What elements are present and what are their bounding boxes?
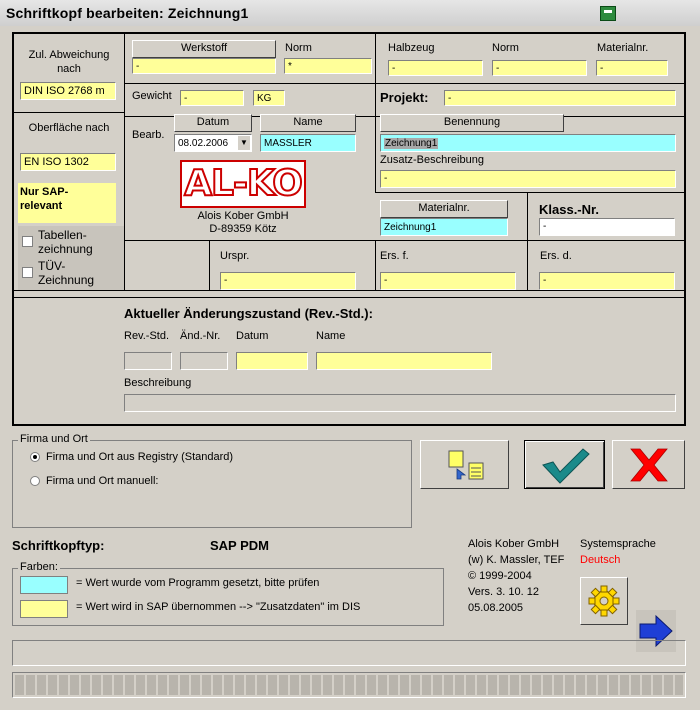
beschreibung-label: Beschreibung <box>124 377 192 389</box>
aendnr-field[interactable] <box>180 352 228 370</box>
nur-sap-box <box>18 183 116 223</box>
about-author: (w) K. Massler, TEF <box>468 554 565 566</box>
ersf-label: Ers. f. <box>380 250 409 262</box>
schriftkopftyp-value: SAP PDM <box>210 538 269 553</box>
halbzeug-field[interactable]: - <box>388 60 483 76</box>
revstd-field[interactable] <box>124 352 172 370</box>
about-company: Alois Kober GmbH <box>468 538 560 550</box>
transfer-button[interactable] <box>420 440 509 489</box>
halbzeug-materialnr-field[interactable]: - <box>596 60 668 76</box>
progress-fill <box>15 675 683 695</box>
document-transfer-icon <box>421 441 510 490</box>
firma-group-title: Firma und Ort <box>20 433 88 445</box>
firma-registry-radio[interactable] <box>30 452 40 462</box>
gewicht-unit-field[interactable]: KG <box>253 90 285 106</box>
name-field[interactable]: MASSLER <box>260 134 356 152</box>
rev-name-label: Name <box>316 330 346 342</box>
name-button[interactable]: Name <box>260 114 356 132</box>
firma-registry-label: Firma und Ort aus Registry (Standard) <box>46 451 234 463</box>
yellow-legend-text: = Wert wird in SAP übernommen --> "Zusatzdaten" im DIS <box>76 601 361 613</box>
werkstoff-norm-label: Norm <box>285 42 312 54</box>
rev-name-field[interactable] <box>316 352 492 370</box>
status-bar <box>12 640 686 666</box>
nur-sap-label: Nur SAP-relevant <box>20 186 69 212</box>
bearb-label: Bearb. <box>132 129 165 141</box>
rev-datum-label: Datum <box>236 330 269 342</box>
materialnr-button[interactable]: Materialnr. <box>380 200 508 218</box>
settings-button[interactable] <box>580 577 628 625</box>
window-client <box>0 26 700 710</box>
farben-group-title: Farben: <box>20 561 58 573</box>
klass-field[interactable]: - <box>539 218 675 236</box>
tuev-label: TÜV-Zeichnung <box>38 259 95 287</box>
urspr-label: Urspr. <box>220 250 250 262</box>
progress-bar <box>12 672 686 698</box>
revision-title: Aktueller Änderungszustand (Rev.-Std.): <box>124 306 373 321</box>
printer-icon[interactable] <box>600 6 616 21</box>
oberflaeche-label: Oberfläche nach <box>28 122 110 134</box>
ersd-label: Ers. d. <box>540 250 572 262</box>
firma-manual-label: Firma und Ort manuell: <box>46 475 159 487</box>
benennung-field[interactable] <box>380 134 676 152</box>
ok-button[interactable] <box>524 440 605 489</box>
zusatz-label: Zusatz-Beschreibung <box>380 154 484 166</box>
cyan-legend-text: = Wert wurde vom Programm gesetzt, bitte prüfen <box>76 577 320 589</box>
alko-logo <box>180 160 306 208</box>
logo-brand: AL-KO <box>184 163 302 204</box>
benennung-button[interactable]: Benennung <box>380 114 564 132</box>
materialnr-field[interactable]: Zeichnung1 <box>380 218 508 236</box>
about-version: Vers. 3. 10. 12 <box>468 586 539 598</box>
werkstoff-norm-field[interactable]: * <box>284 58 372 74</box>
projekt-field[interactable]: - <box>444 90 676 106</box>
revstd-label: Rev.-Std. <box>124 330 170 342</box>
tabellen-checkbox[interactable] <box>22 236 33 247</box>
aendnr-label: Änd.-Nr. <box>180 330 221 342</box>
datum-button[interactable]: Datum <box>174 114 252 132</box>
checkmark-icon <box>525 441 604 488</box>
window-title: Schriftkopf bearbeiten: Zeichnung1 <box>6 5 249 21</box>
about-date: 05.08.2005 <box>468 602 524 614</box>
halbzeug-norm-field[interactable]: - <box>492 60 587 76</box>
cyan-swatch <box>20 576 68 594</box>
abweichung-label: Zul. Abweichung nach <box>28 49 110 75</box>
benennung-value: Zeichnung1 <box>385 138 438 149</box>
gear-icon <box>581 578 627 624</box>
systemsprache-label: Systemsprache <box>580 538 656 550</box>
ersf-field[interactable]: - <box>380 272 516 290</box>
halbzeug-materialnr-label: Materialnr. <box>597 42 649 54</box>
zusatz-field[interactable]: - <box>380 170 676 188</box>
datum-picker[interactable] <box>174 134 252 152</box>
logo-company: Alois Kober GmbH <box>197 210 289 222</box>
yellow-swatch <box>20 600 68 618</box>
firma-manual-radio[interactable] <box>30 476 40 486</box>
tuev-checkbox[interactable] <box>22 267 33 278</box>
schriftkopftyp-label: Schriftkopftyp: <box>12 538 105 553</box>
halbzeug-label: Halbzeug <box>388 42 435 54</box>
gewicht-field[interactable]: - <box>180 90 244 106</box>
cancel-button[interactable] <box>612 440 685 489</box>
oberflaeche-field[interactable]: EN ISO 1302 <box>20 153 116 171</box>
gewicht-label: Gewicht <box>132 90 172 102</box>
tabellen-label: Tabellen-zeichnung <box>38 228 93 256</box>
halbzeug-norm-label: Norm <box>492 42 519 54</box>
about-copyright: © 1999-2004 <box>468 570 532 582</box>
title-bar <box>0 0 700 26</box>
werkstoff-button[interactable]: Werkstoff <box>132 40 276 58</box>
datum-value: 08.02.2006 <box>178 138 229 149</box>
rev-datum-field[interactable] <box>236 352 308 370</box>
werkstoff-field[interactable]: - <box>132 58 276 74</box>
ersd-field[interactable]: - <box>539 272 675 290</box>
abweichung-field[interactable]: DIN ISO 2768 m <box>20 82 116 100</box>
klass-label: Klass.-Nr. <box>539 202 599 217</box>
beschreibung-field[interactable] <box>124 394 676 412</box>
systemsprache-value: Deutsch <box>580 554 621 566</box>
projekt-label: Projekt: <box>380 90 429 105</box>
urspr-field[interactable]: - <box>220 272 356 290</box>
cross-icon <box>613 441 684 488</box>
logo-address: D-89359 Kötz <box>209 223 277 235</box>
chevron-down-icon[interactable]: ▼ <box>237 136 250 150</box>
